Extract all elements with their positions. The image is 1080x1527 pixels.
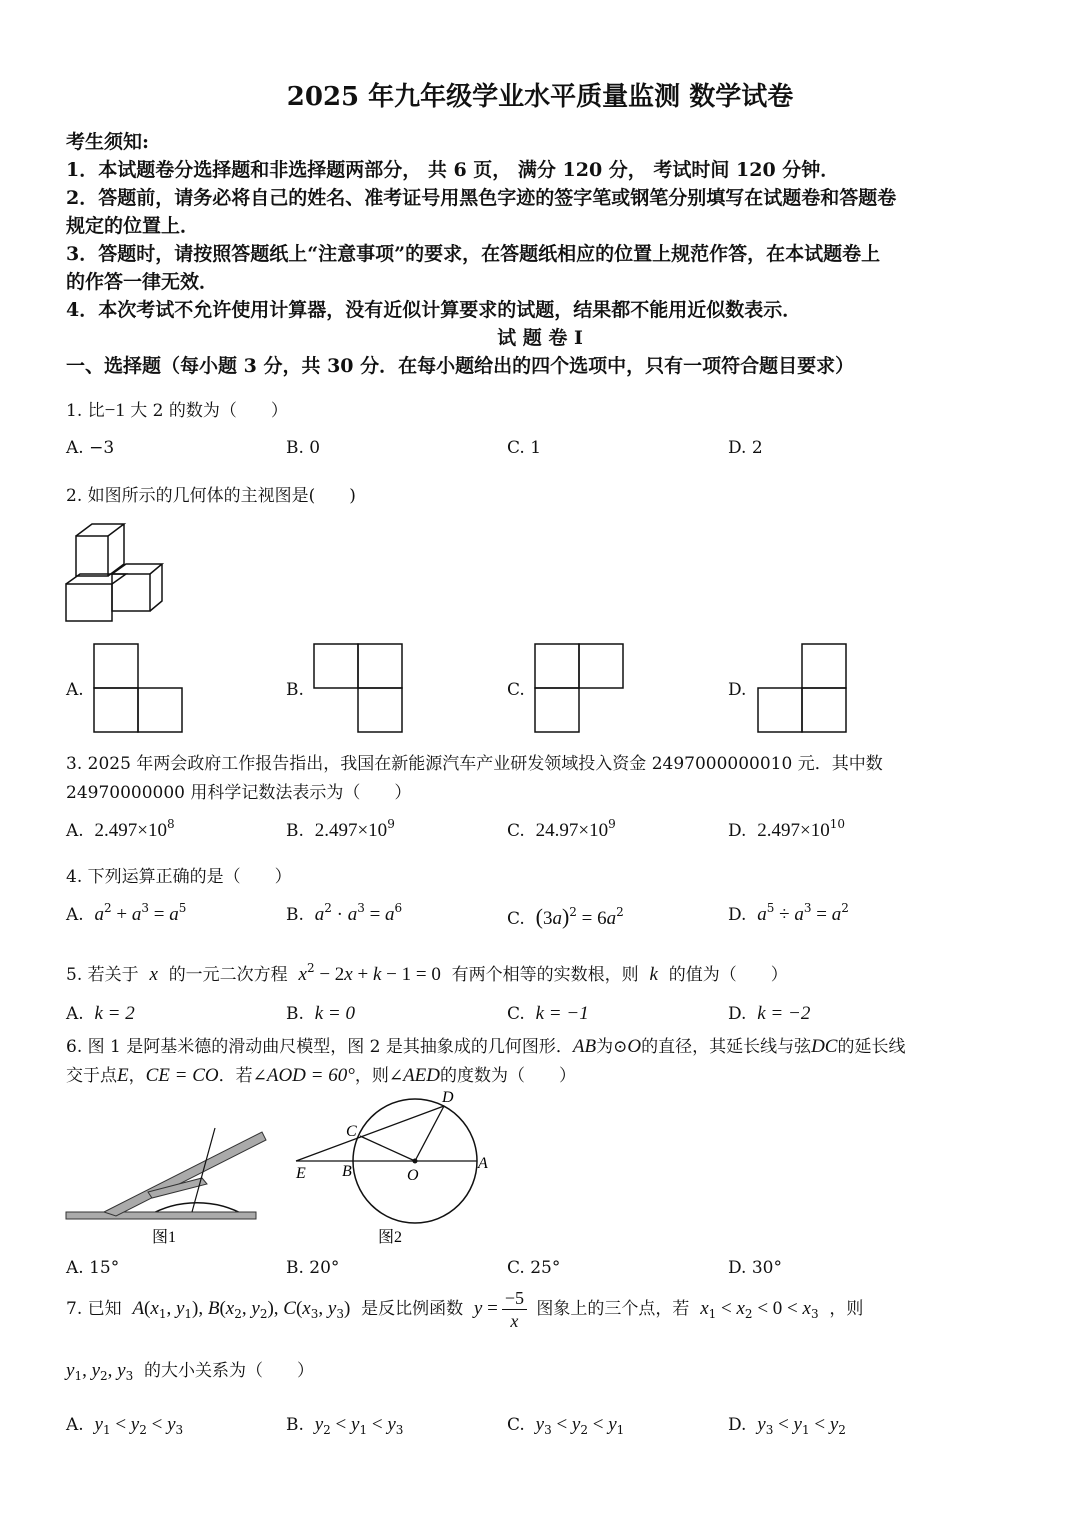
q1-option-c[interactable]: C. 1: [507, 438, 542, 458]
q5-c-value: k = −1: [535, 1003, 589, 1024]
q3-option-a[interactable]: [66, 817, 175, 842]
q7-fraction: [502, 1287, 527, 1332]
q6-pt-c: C: [346, 1123, 357, 1140]
section-heading: 一、选择题（每小题 3 分，共 30 分．在每小题给出的四个选项中，只有一项符合题目要求）: [66, 355, 855, 377]
q3-option-c[interactable]: [507, 817, 616, 842]
q6-l2-post: 的度数为（ ）: [440, 1066, 577, 1086]
q6-fig1-caption: 图1: [152, 1229, 177, 1246]
q5-post: 的值为（ ）: [668, 965, 788, 985]
q6-figure-2-geometry: [290, 1086, 500, 1256]
q6-pt-a: A: [478, 1155, 488, 1172]
q2-label-a[interactable]: A.: [66, 680, 84, 700]
q7-a-label: A.: [66, 1415, 84, 1435]
q3-d-exp: 10: [829, 817, 845, 831]
q1-option-a[interactable]: A. −3: [66, 438, 115, 458]
q5-pre: 5. 若关于: [66, 965, 139, 985]
q6-ce-co: CE = CO: [145, 1065, 219, 1086]
q3-b-label: B.: [286, 821, 304, 841]
question-7-line-1: 7. 已知 $A(x_1$, $y_1$), $B(x_2$, $y_2$), $C(x_3$, $y_3$) 是反比例函数 y = $\frac{-5}{x}$ 图象上的三个点，若 $x_1 < x_2 < 0 < x_3$ ，则: [66, 1288, 864, 1331]
q6-l2-mid2: ．若∠: [218, 1066, 267, 1086]
q6-pt-d: D: [442, 1089, 454, 1106]
q5-c-label: C.: [507, 1004, 525, 1024]
q7-line2: 的大小关系为（ ）: [144, 1361, 315, 1381]
q2-label-c[interactable]: C.: [507, 680, 525, 700]
q4-c-label: C.: [507, 909, 525, 929]
q6-ab: AB: [572, 1036, 597, 1057]
q4-d-label: D.: [728, 905, 747, 925]
q7-frac-den: x: [510, 1311, 519, 1331]
q2-option-a-view[interactable]: [90, 642, 190, 734]
q3-b-mantissa: 2.497×10: [314, 820, 388, 841]
q1-pre: 1. 比: [66, 401, 105, 421]
question-3-line-1: 3. 2025 年两会政府工作报告指出，我国在新能源汽车产业研发领域投入资金 2497000000010 元．其中数: [66, 754, 883, 774]
q6-option-c[interactable]: C. 25°: [507, 1258, 561, 1278]
q5-d-label: D.: [728, 1004, 747, 1024]
q3-c-exp: 9: [608, 817, 616, 831]
q6-option-a[interactable]: A. 15°: [66, 1258, 120, 1278]
q3-d-label: D.: [728, 821, 747, 841]
q6-figure-1-sliding-ruler: [60, 1092, 280, 1252]
q3-c-label: C.: [507, 821, 525, 841]
q6-o: O: [627, 1036, 642, 1057]
question-4: 4. 下列运算正确的是（ ）: [66, 867, 292, 887]
q1-post: 大 2 的数为（ ）: [124, 401, 288, 421]
q2-option-b-view[interactable]: [310, 642, 410, 734]
q5-option-d[interactable]: [728, 1003, 810, 1025]
q1-num: −1: [104, 400, 125, 421]
q5-option-c[interactable]: [507, 1003, 589, 1025]
q3-b-exp: 9: [387, 817, 395, 831]
q5-a-value: k = 2: [94, 1003, 135, 1024]
q6-l1-mid2: 的直径，其延长线与弦: [641, 1037, 812, 1057]
q6-l1-pre: 6. 图 1 是阿基米德的滑动曲尺模型，图 2 是其抽象成的几何图形．: [66, 1037, 573, 1057]
q6-l2-mid3: ，则∠: [354, 1066, 404, 1086]
q7-mid: 是反比例函数: [361, 1299, 464, 1319]
exam-title: 2025 年九年级学业水平质量监测 数学试卷: [286, 82, 794, 112]
q6-l2-mid: ，: [128, 1066, 146, 1086]
q7-b-label: B.: [286, 1415, 304, 1435]
q4-option-c[interactable]: C. $(3a)^2 = 6a^2$: [507, 904, 624, 929]
notice-item-2-cont: 规定的位置上．: [66, 215, 200, 237]
question-6-line-2: [66, 1061, 576, 1087]
notice-item-3-cont: 的作答一律无效．: [66, 271, 219, 293]
q6-pt-e: E: [296, 1165, 306, 1182]
q5-d-value: k = −2: [757, 1003, 811, 1024]
notice-item-3: 3．答题时，请按照答题纸上“注意事项”的要求，在答题纸相应的位置上规范作答，在本试题卷上: [66, 243, 881, 265]
q7-option-d[interactable]: D. $y_3 < y_1 < y_2$: [728, 1414, 846, 1437]
q3-a-label: A.: [66, 821, 84, 841]
section-label: 试 题 卷 I: [497, 327, 583, 349]
q6-pt-b: B: [342, 1163, 352, 1180]
question-3-line-2: 24970000000 用科学记数法表示为（ ）: [66, 783, 412, 803]
q5-var-k: k: [649, 964, 658, 985]
q5-a-label: A.: [66, 1004, 84, 1024]
q2-option-d-view[interactable]: [752, 642, 852, 734]
q7-mid2: 图象上的三个点，若: [536, 1299, 690, 1319]
q2-label-d[interactable]: D.: [728, 680, 747, 700]
q7-post: ，则: [829, 1299, 864, 1319]
q6-l1-post: 的延长线: [837, 1037, 906, 1057]
q5-option-b[interactable]: [286, 1003, 355, 1025]
q5-eq-end: 有两个相等的实数根，则: [451, 965, 639, 985]
q6-option-d[interactable]: D. 30°: [728, 1258, 782, 1278]
question-1: [66, 396, 288, 422]
q6-e: E: [117, 1065, 129, 1086]
q7-option-c[interactable]: C. $y_3 < y_2 < y_1$: [507, 1414, 625, 1437]
q7-pre: 7. 已知: [66, 1299, 122, 1319]
q2-solid-figure: [60, 520, 170, 625]
q3-a-exp: 8: [166, 817, 175, 831]
q6-l1-mid: 为⊙: [596, 1037, 628, 1057]
q3-option-d[interactable]: [728, 817, 845, 842]
q6-aed: AED: [403, 1065, 441, 1086]
q2-option-c-view[interactable]: [531, 642, 631, 734]
q6-option-b[interactable]: B. 20°: [286, 1258, 340, 1278]
q5-b-label: B.: [286, 1004, 304, 1024]
q6-pt-o: O: [407, 1167, 419, 1184]
question-7-line-2: $y_1$, $y_2$, $y_3$ 的大小关系为（ ）: [66, 1360, 315, 1383]
q3-d-mantissa: 2.497×10: [757, 820, 830, 841]
q1-option-b[interactable]: B. 0: [286, 438, 321, 458]
q3-c-mantissa: 24.97×10: [535, 820, 609, 841]
q7-option-b[interactable]: B. $y_2 < y_1 < y_3$: [286, 1414, 404, 1437]
q7-d-label: D.: [728, 1415, 747, 1435]
q7-option-a[interactable]: A. $y_1 < y_2 < y_3$: [66, 1414, 184, 1437]
question-2: 2. 如图所示的几何体的主视图是( ): [66, 486, 356, 506]
q5-mid: 的一元二次方程: [168, 965, 288, 985]
q4-option-a[interactable]: A. $a^2 + a^3 = a^5$: [66, 901, 187, 925]
q7-frac-num: −5: [502, 1287, 527, 1310]
q4-b-label: B.: [286, 905, 304, 925]
q5-option-a[interactable]: [66, 1003, 135, 1025]
q6-l2-pre: 交于点: [66, 1066, 117, 1086]
q1-option-d[interactable]: D. 2: [728, 438, 763, 458]
notice-item-2: 2．答题前，请务必将自己的姓名、准考证号用黑色字迹的签字笔或钢笔分别填写在试题卷和答题卷: [66, 187, 897, 209]
q5-b-value: k = 0: [314, 1003, 355, 1024]
q4-option-b[interactable]: B. $a^2 \cdot a^3 = a^6$: [286, 901, 403, 925]
q4-option-d[interactable]: D. $a^5 \div a^3 = a^2$: [728, 901, 849, 925]
notice-item-4: 4．本次考试不允许使用计算器，没有近似计算要求的试题，结果都不能用近似数表示．: [66, 299, 802, 321]
q7-c-label: C.: [507, 1415, 525, 1435]
notice-heading: 考生须知:: [66, 131, 150, 153]
q2-label-b[interactable]: B.: [286, 680, 304, 700]
q5-var-x: x: [149, 964, 158, 985]
q3-a-mantissa: 2.497×10: [94, 820, 167, 841]
q4-a-label: A.: [66, 905, 84, 925]
q3-option-b[interactable]: [286, 817, 395, 842]
q6-fig2-caption: 图2: [378, 1229, 403, 1246]
q6-aod: AOD = 60°: [266, 1065, 355, 1086]
question-6-line-1: [66, 1032, 905, 1058]
q6-dc: DC: [811, 1036, 838, 1057]
question-5: 5. 若关于 x 的一元二次方程 $x^2 - 2x + k - 1 = 0$ 有两个相等的实数根，则 k 的值为（ ）: [66, 961, 788, 985]
notice-item-1: 1．本试题卷分选择题和非选择题两部分， 共 6 页， 满分 120 分， 考试时间 120 分钟．: [66, 159, 840, 181]
